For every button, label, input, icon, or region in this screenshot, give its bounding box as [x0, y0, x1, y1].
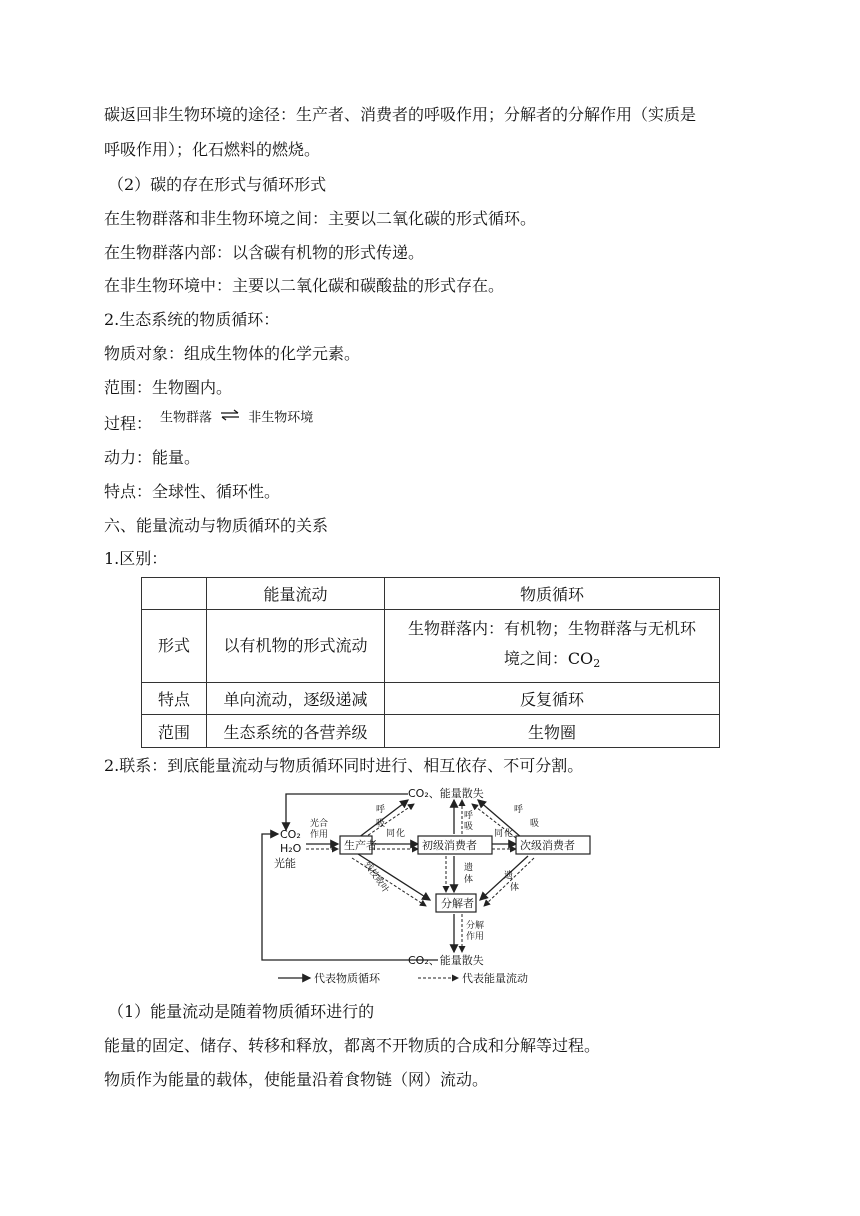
- decomposition-label-2: 作用: [466, 932, 485, 942]
- process-formula: [160, 409, 313, 428]
- text-line: 呼吸作用）；化石燃料的燃烧。: [104, 140, 321, 159]
- table-cell-line: 生物群落内：有机物；生物群落与无机环: [407, 618, 696, 638]
- table-cell: 生态系统的各营养级: [207, 715, 385, 748]
- secondary-remains-label-2: 体: [510, 883, 520, 893]
- text-power: 动力：能量。: [104, 448, 201, 467]
- text-energy-fix: 能量的固定、储存、转移和释放，都离不开物质的合成和分解等过程。: [104, 1036, 601, 1055]
- remains-label-2: 体: [464, 875, 474, 885]
- text-material-object: 物质对象：组成生物体的化学元素。: [104, 344, 361, 363]
- primary-respiration-label-1: 呼: [464, 811, 474, 821]
- decomposer-label: 分解者: [441, 897, 474, 910]
- table-row: [142, 610, 720, 683]
- respiration-label-1: 呼: [376, 805, 386, 815]
- process-right: 非生物环境: [248, 410, 314, 426]
- reversible-arrow-icon: [220, 409, 240, 427]
- material-arrow-top-return: [286, 794, 408, 830]
- heading-difference: 1.区别：: [104, 549, 168, 568]
- comparison-table: [141, 577, 720, 748]
- legend-material-label: 代表物质循环: [314, 972, 380, 985]
- table-cell: 生物圈: [385, 715, 720, 748]
- table-cell: [385, 610, 720, 683]
- subheading-energy-with-matter: （1）能量流动是随着物质循环进行的: [108, 1002, 375, 1021]
- table-cell-line: 境之间：CO: [503, 648, 594, 668]
- table-header-cell: 能量流动: [207, 578, 385, 610]
- table-cell: 形式: [142, 610, 207, 683]
- table-cell: 特点: [142, 683, 207, 715]
- table-header-cell: 物质循环: [385, 578, 720, 610]
- table-row: [142, 715, 720, 748]
- photosynthesis-label-2: 作用: [310, 830, 329, 840]
- text-range: 范围：生物圈内。: [104, 378, 233, 397]
- text-abiotic-environment: 在非生物环境中：主要以二氧化碳和碳酸盐的形式存在。: [104, 276, 505, 295]
- energy-arrow-secondary-decomposer: [484, 858, 534, 906]
- assimilation-label-2: 化: [396, 829, 406, 839]
- heading-material-cycle: 2.生态系统的物质循环：: [104, 310, 280, 329]
- producer-label: 生产者: [344, 839, 377, 852]
- text-process-label: 过程：: [104, 414, 153, 433]
- table-cell: 反复循环: [385, 683, 720, 715]
- primary-consumer-label: 初级消费者: [422, 839, 477, 852]
- respiration-label-2: 吸: [376, 819, 386, 829]
- photosynthesis-label-1: 光合: [310, 819, 329, 829]
- assimilation-label-4: 化: [504, 829, 514, 839]
- subscript: 2: [593, 656, 601, 670]
- cycle-diagram: [258, 782, 598, 987]
- decomposition-label-1: 分解: [466, 921, 485, 931]
- remains-label-1: 遗: [464, 863, 474, 873]
- table-row: [142, 683, 720, 715]
- secondary-respiration-label-1: 呼: [514, 805, 524, 815]
- secondary-respiration-label-2: 吸: [530, 819, 540, 829]
- cycle-diagram-svg: [258, 782, 598, 987]
- top-output-label: CO₂、能量散失: [408, 787, 484, 800]
- text-feature: 特点：全球性、循环性。: [104, 482, 281, 501]
- table-cell: 范围: [142, 715, 207, 748]
- secondary-remains-label-1: 遗: [504, 871, 514, 881]
- text-inside-community: 在生物群落内部：以含碳有机物的形式传递。: [104, 243, 425, 262]
- source-light-label: 光能: [274, 857, 296, 870]
- text-line: 碳返回非生物环境的途径：生产者、消费者的呼吸作用；分解者的分解作用（实质是: [104, 105, 697, 124]
- text-between-communities: 在生物群落和非生物环境之间：主要以二氧化碳的形式循环。: [104, 209, 537, 228]
- heading-section-six: 六、能量流动与物质循环的关系: [104, 516, 329, 535]
- text-carrier: 物质作为能量的载体，使能量沿着食物链（网）流动。: [104, 1070, 489, 1089]
- source-h2o-label: H₂O: [280, 842, 302, 855]
- table-cell: 单向流动，逐级递减: [207, 683, 385, 715]
- subheading-carbon-forms: （2）碳的存在形式与循环形式: [108, 175, 327, 194]
- table-header-cell: [142, 578, 207, 610]
- primary-respiration-label-2: 吸: [464, 822, 474, 832]
- source-co2-label: CO₂: [280, 828, 301, 841]
- assimilation-label-1: 同: [386, 829, 396, 839]
- table-header-row: [142, 578, 720, 610]
- legend-energy-label: 代表能量流动: [462, 972, 528, 985]
- secondary-consumer-label: 次级消费者: [520, 839, 575, 852]
- bottom-output-label: CO₂、能量散失: [408, 954, 484, 967]
- assimilation-label-3: 同: [494, 829, 504, 839]
- litter-label: 残枝败叶: [361, 859, 391, 896]
- table-cell: 以有机物的形式流动: [207, 610, 385, 683]
- process-left: 生物群落: [160, 410, 213, 426]
- heading-connection: 2.联系：到底能量流动与物质循环同时进行、相互依存、不可分割。: [104, 756, 584, 775]
